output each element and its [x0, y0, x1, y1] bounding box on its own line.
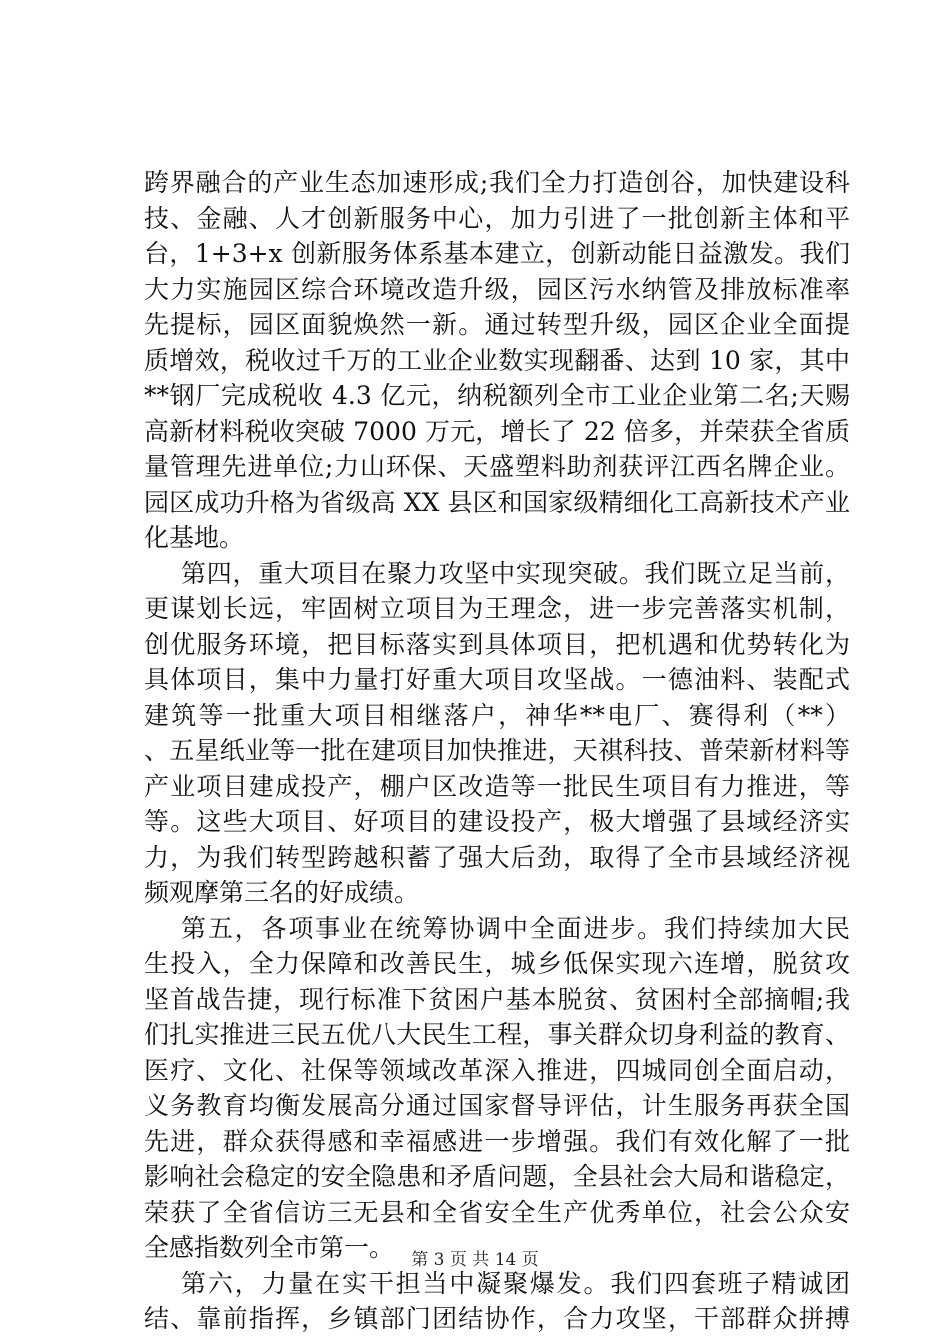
text-line: 力，为我们转型跨越积蓄了强大后劲，取得了全市县域经济视 — [144, 842, 850, 872]
text-line: 大力实施园区综合环境改造升级，园区污水纳管及排放标准率 — [144, 274, 850, 304]
text-line: 等。这些大项目、好项目的建设投产，极大增强了县域经济实 — [144, 807, 850, 836]
text-line: 先提标，园区面貌焕然一新。通过转型升级，园区企业全面提 — [144, 310, 850, 339]
text-line: 义务教育均衡发展高分通过国家督导评估，计生服务再获全国 — [144, 1091, 850, 1120]
text-line: 荣获了全省信访三无县和全省安全生产优秀单位，社会公众安 — [144, 1197, 850, 1227]
text-line: 化基地。 — [144, 523, 245, 552]
text-line: 建筑等一批重大项目相继落户，神华**电厂、赛得利（**） — [144, 700, 850, 730]
text-line: 先进，群众获得感和幸福感进一步增强。我们有效化解了一批 — [144, 1126, 850, 1156]
document-body — [144, 165, 850, 1337]
text-line: 生投入，全力保障和改善民生，城乡低保实现六连增，脱贫攻 — [144, 949, 850, 978]
paragraph — [144, 1266, 850, 1337]
text-line: 影响社会稳定的安全隐患和矛盾问题，全县社会大局和谐稳定， — [144, 1162, 850, 1191]
text-line: 量管理先进单位;力山环保、天盛塑料助剂获评江西名牌企业。 — [144, 452, 850, 481]
text-line: 创优服务环境，把目标落实到具体项目，把机遇和优势转化为 — [144, 629, 850, 659]
paragraph — [144, 556, 850, 911]
page-footer: 第 3 页 共 14 页 — [411, 1250, 539, 1270]
text-line: 技、金融、人才创新服务中心，加力引进了一批创新主体和平 — [144, 203, 850, 233]
text-line: 坚首战告捷，现行标准下贫困户基本脱贫、贫困村全部摘帽;我 — [144, 984, 850, 1014]
text-line: 产业项目建成投产，棚户区改造等一批民生项目有力推进，等 — [144, 771, 850, 801]
paragraph — [144, 911, 850, 1266]
text-line: 跨界融合的产业生态加速形成;我们全力打造创谷，加快建设科 — [144, 168, 850, 197]
text-line: 园区成功升格为省级高 XX 县区和国家级精细化工高新技术产业 — [144, 487, 850, 517]
text-line: 台，1+3+x 创新服务体系基本建立，创新动能日益激发。我们 — [144, 239, 850, 268]
text-line: **钢厂完成税收 4.3 亿元，纳税额列全市工业企业第二名;天赐 — [144, 381, 850, 410]
text-line: 第五，各项事业在统筹协调中全面进步。我们持续加大民 — [181, 913, 850, 943]
text-line: 质增效，税收过千万的工业企业数实现翻番、达到 10 家，其中 — [144, 345, 850, 375]
text-line: 全感指数列全市第一。 — [144, 1233, 395, 1262]
paragraph — [144, 165, 850, 556]
text-line: 第六，力量在实干担当中凝聚爆发。我们四套班子精诚团 — [181, 1268, 850, 1298]
text-line: 、五星纸业等一批在建项目加快推进，天祺科技、普荣新材料等 — [144, 736, 850, 765]
text-line: 更谋划长远，牢固树立项目为王理念，进一步完善落实机制， — [144, 594, 850, 623]
text-line: 具体项目，集中力量打好重大项目攻坚战。一德油料、装配式 — [144, 665, 850, 694]
text-line: 结、靠前指挥，乡镇部门团结协作，合力攻坚，干部群众拼搏 — [144, 1304, 850, 1333]
text-line: 高新材料税收突破 7000 万元，增长了 22 倍多，并荣获全省质 — [144, 416, 850, 446]
text-line: 第四，重大项目在聚力攻坚中实现突破。我们既立足当前， — [181, 558, 850, 588]
text-line: 频观摩第三名的好成绩。 — [144, 878, 420, 907]
text-line: 们扎实推进三民五优八大民生工程，事关群众切身利益的教育、 — [144, 1020, 850, 1049]
text-line: 医疗、文化、社保等领域改革深入推进，四城同创全面启动， — [144, 1055, 850, 1085]
